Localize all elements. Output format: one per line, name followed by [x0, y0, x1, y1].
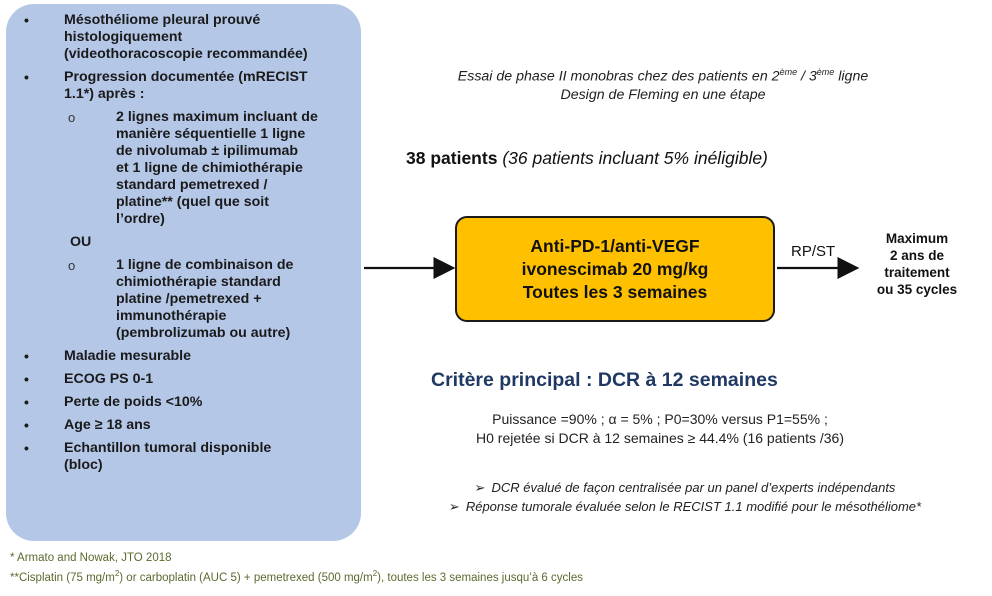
statistics-line: Puissance =90% ; α = 5% ; P0=30% versus P1=55% ;	[492, 411, 828, 427]
criterion-line: l’ordre)	[116, 211, 165, 227]
criterion-line: histologiquement	[64, 29, 183, 45]
criterion-line: Maladie mesurable	[64, 348, 191, 364]
footnote-reference: * Armato and Nowak, JTO 2018	[10, 552, 172, 564]
criterion-line: (bloc)	[64, 457, 103, 473]
primary-endpoint: Critère principal : DCR à 12 semaines	[431, 369, 778, 391]
criterion-line: 1.1*) après :	[64, 86, 145, 102]
criterion-line: standard pemetrexed /	[116, 177, 268, 193]
arrow-bullet-icon: ➢	[448, 499, 460, 514]
criterion-line: 2 lignes maximum incluant de	[116, 109, 318, 125]
criterion-line: ECOG PS 0-1	[64, 371, 154, 387]
criterion-line: Echantillon tumoral disponible	[64, 440, 272, 456]
treatment-line: ivonescimab 20 mg/kg	[521, 258, 709, 279]
or-label: OU	[70, 234, 92, 250]
bullet-icon: •	[24, 69, 29, 85]
treatment-box	[455, 216, 775, 322]
criterion-line: Progression documentée (mRECIST	[64, 69, 308, 85]
arrow-bullet-icon: ➢	[474, 480, 486, 495]
criterion-line: platine /pemetrexed +	[116, 291, 262, 307]
criterion-line: platine** (quel que soit	[116, 194, 269, 210]
note-item: ➢ Réponse tumorale évaluée selon le RECIST 1.1 modifié pour le mésothéliome*	[448, 499, 922, 514]
criterion-line: chimiothérapie standard	[116, 274, 281, 290]
footnote-regimen: **Cisplatin (75 $mg/m^2$) or carboplatin (AUC 5) + pemetrexed (500 $mg/m^2$), toutes les 3 semaines jusqu’à 6 cycles	[10, 569, 583, 584]
criterion-line: Age ≥ 18 ans	[64, 417, 151, 433]
statistics-line: H0 rejetée si DCR à 12 semaines ≥ 44.4% (16 patients /36)	[476, 430, 844, 446]
criterion-line: (videothoracoscopie recommandée)	[64, 46, 308, 62]
criterion-line: immunothérapie	[116, 308, 227, 324]
trial-design-line2: Design de Fleming en une étape	[560, 86, 766, 103]
criterion-line: 1 ligne de combinaison de	[116, 257, 294, 273]
note-item: ➢ DCR évalué de façon centralisée par un panel d’experts indépendants	[474, 480, 896, 495]
criterion-line: et 1 ligne de chimiothérapie	[116, 160, 303, 176]
bullet-icon: •	[24, 417, 29, 433]
bullet-icon: •	[24, 348, 29, 364]
maximum-duration: Maximum 2 ans de traitement ou 35 cycles	[876, 231, 958, 297]
circle-marker: o	[68, 258, 76, 273]
circle-marker: o	[68, 110, 76, 125]
criterion-line: Perte de poids <10%	[64, 394, 203, 410]
arrow-label: RP/ST	[791, 243, 836, 260]
criterion-line: de nivolumab ± ipilimumab	[116, 143, 298, 159]
bullet-icon: •	[24, 12, 29, 28]
patients-count: 38 patients (36 patients incluant 5% inéligible)	[406, 148, 768, 168]
criterion-line: (pembrolizumab ou autre)	[116, 325, 291, 341]
treatment-line: Toutes les 3 semaines	[522, 281, 708, 302]
bullet-icon: •	[24, 371, 29, 387]
bullet-icon: •	[24, 440, 29, 456]
trial-design-line1: Essai de phase II monobras chez des patients en 2ème / 3ème ligne	[457, 67, 869, 85]
criterion-line: manière séquentielle 1 ligne	[116, 126, 306, 142]
criterion-line: Mésothéliome pleural prouvé	[64, 12, 261, 28]
treatment-line: Anti-PD-1/anti-VEGF	[530, 235, 700, 256]
statistics	[370, 410, 950, 448]
bullet-icon: •	[24, 394, 29, 410]
notes	[390, 478, 980, 516]
